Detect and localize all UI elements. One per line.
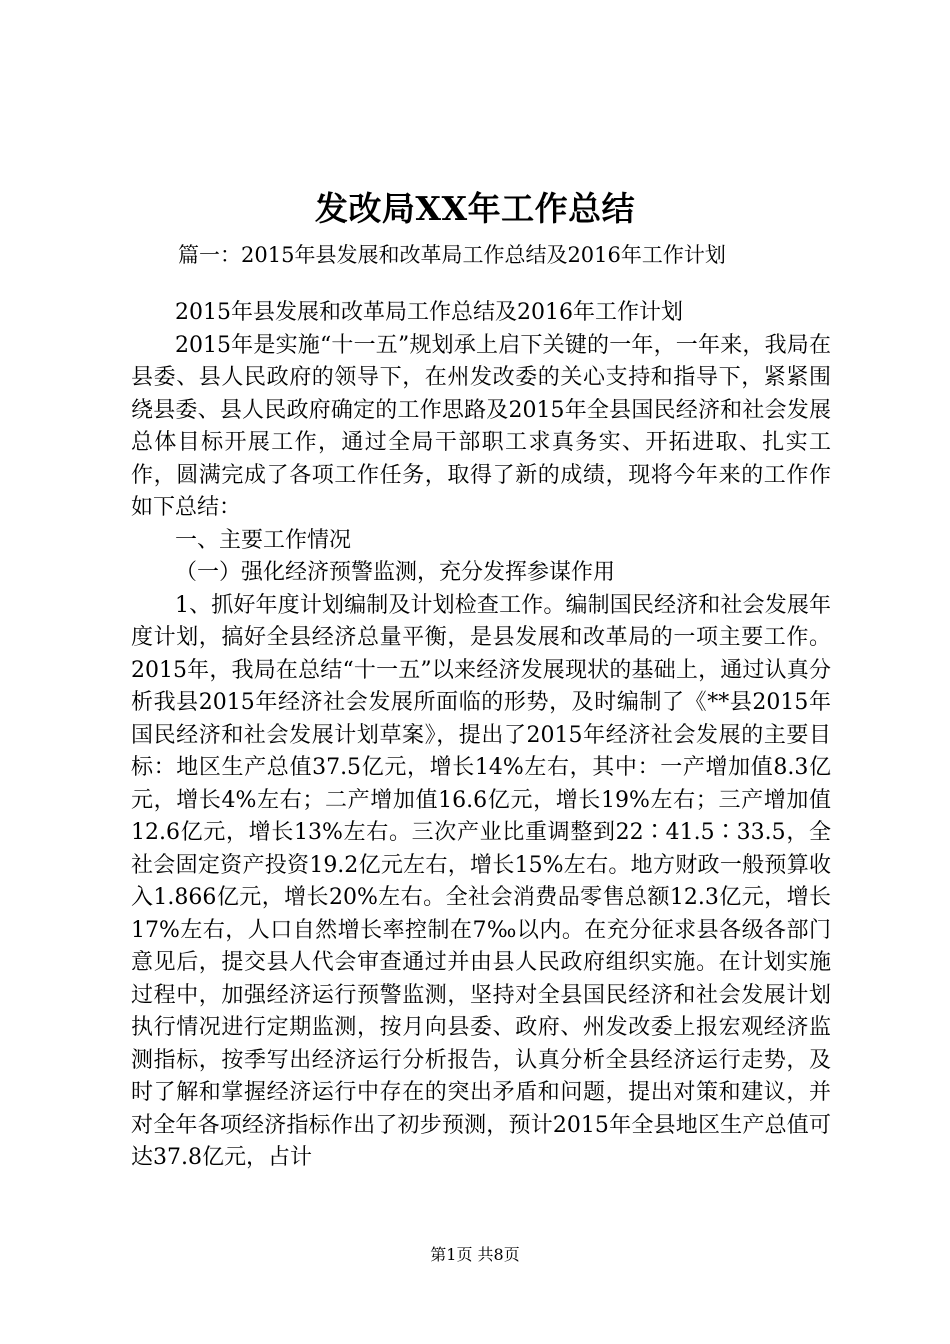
body-paragraph: 2015年是实施“十一五”规划承上启下关键的一年，一年来，我局在县委、县人民政府的领导下，在州发改委的关心支持和指导下，紧紧围绕县委、县人民政府确定的工作思路及2015年全县国民经济和社会发展总体目标开展工作，通过全局干部职工求真务实、开拓进取、扎实工作，圆满完成了各项工作任务，取得了新的成绩，现将今年来的工作作如下总结： bbox=[131, 332, 831, 520]
section-heading: 一、主要工作情况 bbox=[175, 527, 352, 553]
body-heading: 2015年县发展和改革局工作总结及2016年工作计划 bbox=[175, 300, 683, 325]
body-paragraph: 1、抓好年度计划编制及计划检查工作。编制国民经济和社会发展年度计划，搞好全县经济总量平衡，是县发展和改革局的一项主要工作。2015年，我局在总结“十一五”以来经济发展现状的基础上，通过认真分析我县2015年经济社会发展所面临的形势，及时编制了《**县2015年国民经济和社会发展计划草案》，提出了2015年经济社会发展的主要目标：地区生产总值37.5亿元，增长14%左右，其中：一产增加值8.3亿元，增长4%左右；二产增加值16.6亿元，增长19%左右；三产增加值12.6亿元，增长13%左右。三次产业比重调整到22∶41.5∶33.5，全社会固定资产投资19.2亿元左右，增长15%左右。地方财政一般预算收入1.866亿元，增长20%左右。全社会消费品零售总额12.3亿元，增长17%左右，人口自然增长率控制在7‰以内。在充分征求县各级各部门意见后，提交县人代会审查通过并由县人民政府组织实施。在计划实施过程中，加强经济运行预警监测，坚持对全县国民经济和社会发展计划执行情况进行定期监测，按月向县委、政府、州发改委上报宏观经济监测指标，按季写出经济运行分析报告，认真分析全县经济运行走势，及时了解和掌握经济运行中存在的突出矛盾和问题，提出对策和建议，并对全年各项经济指标作出了初步预测，预计2015年全县地区生产总值可达37.8亿元，占计 bbox=[131, 592, 831, 1170]
document-body bbox=[131, 297, 831, 1175]
subsection-heading: （一）强化经济预警监测，充分发挥参谋作用 bbox=[175, 560, 616, 585]
document-title: 发改局XX年工作总结 bbox=[314, 189, 636, 228]
document-subtitle: 篇一：2015年县发展和改革局工作总结及2016年工作计划 bbox=[178, 243, 726, 267]
page-footer: 第1页 共8页 bbox=[430, 1245, 520, 1264]
